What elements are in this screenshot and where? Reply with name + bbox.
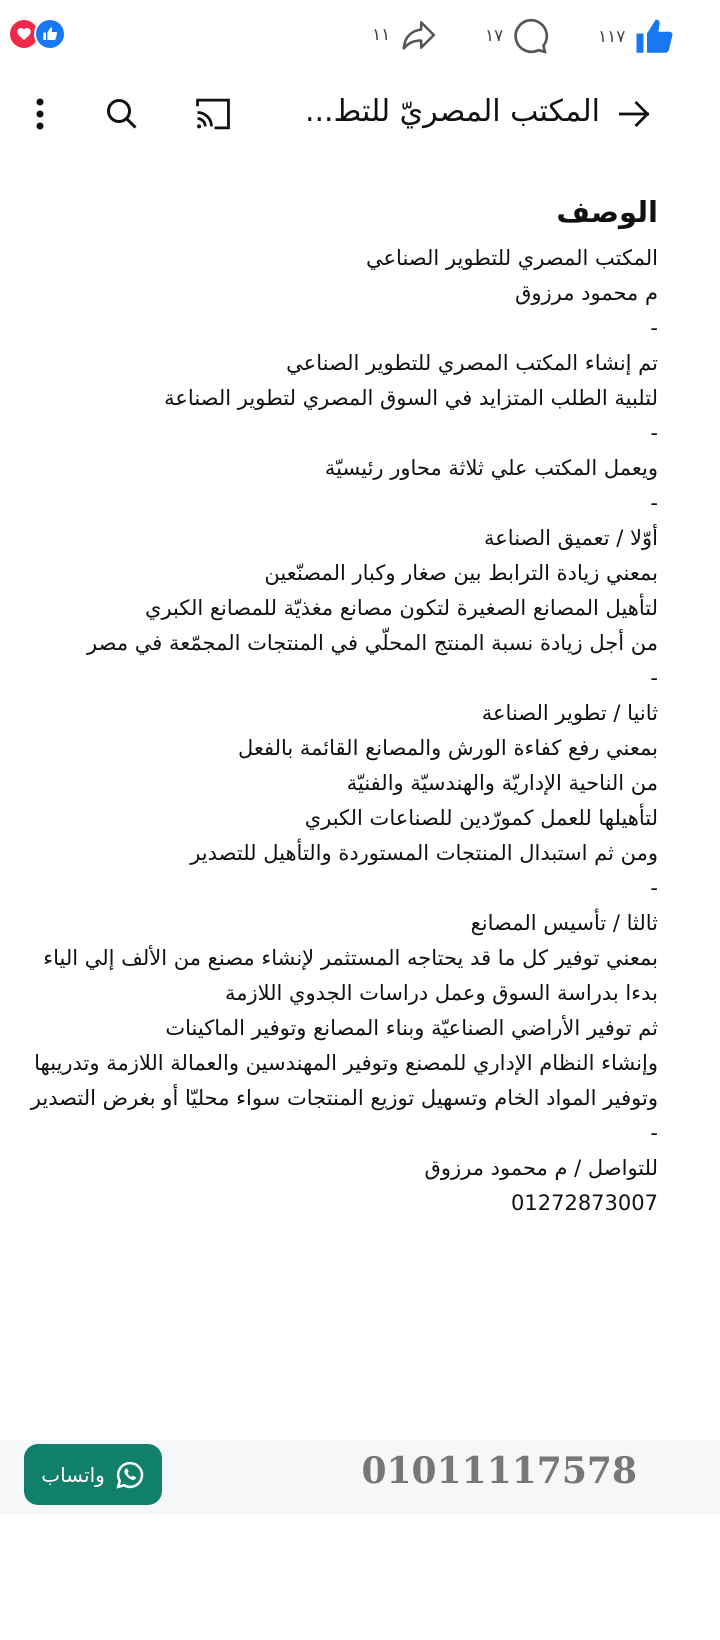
description-line: -: [650, 1121, 658, 1145]
description-line: لتلبية الطلب المتزايد في السوق المصري لتطوير الصناعة: [164, 386, 658, 410]
description-line: من الناحية الإداريّة والهندسيّة والفنيّة: [346, 771, 658, 795]
description-line: وتوفير المواد الخام وتسهيل توزيع المنتجات سواء محليّا أو بغرض التصدير: [30, 1086, 658, 1110]
page-title: المكتب المصريّ للتط...: [304, 94, 600, 129]
description-heading: الوصف: [556, 195, 658, 229]
reaction-bar: [0, 0, 720, 70]
description-line: -: [650, 491, 658, 515]
description-line: ثانيا / تطوير الصناعة: [481, 701, 658, 725]
back-arrow-icon[interactable]: [614, 94, 654, 134]
top-nav: [0, 80, 720, 150]
description-line: للتواصل / م محمود مرزوق: [424, 1156, 658, 1180]
description-line: ثم توفير الأراضي الصناعيّة وبناء المصانع وتوفير الماكينات: [165, 1016, 658, 1040]
description-line: بمعني زيادة الترابط بين صغار وكبار المصنّعين: [264, 561, 658, 585]
description-line: تم إنشاء المكتب المصري للتطوير الصناعي: [286, 351, 658, 375]
contact-bar: [0, 1440, 720, 1515]
phone-number[interactable]: 01011117578: [361, 1450, 637, 1492]
description-line: 01272873007: [511, 1191, 658, 1215]
description-line: -: [650, 316, 658, 340]
description-line: أوّلا / تعميق الصناعة: [484, 526, 658, 550]
like-icon: [633, 16, 675, 58]
description-line: ومن ثم استبدال المنتجات المستوردة والتأهيل للتصدير: [190, 841, 658, 865]
description-line: -: [650, 421, 658, 445]
description-line: بمعني توفير كل ما قد يحتاجه المستثمر لإنشاء مصنع من الألف إلي الياء: [43, 946, 658, 970]
description-line: بدءا بدراسة السوق وعمل دراسات الجدوي اللازمة: [224, 981, 658, 1005]
whatsapp-label: واتساب: [41, 1462, 105, 1487]
description-section: [28, 195, 658, 1221]
share-count: ١١: [372, 25, 391, 45]
more-icon[interactable]: [20, 94, 60, 134]
description-line: م محمود مرزوق: [515, 281, 658, 305]
description-line: -: [650, 876, 658, 900]
description-line: -: [650, 666, 658, 690]
description-line: بمعني رفع كفاءة الورش والمصانع القائمة بالفعل: [237, 736, 658, 760]
share-icon: [398, 16, 438, 54]
description-body: [28, 241, 658, 1221]
whatsapp-icon: [115, 1460, 145, 1490]
description-line: ويعمل المكتب علي ثلاثة محاور رئيسيّة: [324, 456, 658, 480]
like-reaction-icon: [34, 18, 66, 50]
search-icon[interactable]: [102, 94, 142, 134]
description-line: وإنشاء النظام الإداري للمصنع وتوفير المهندسين والعمالة اللازمة وتدريبها: [34, 1051, 658, 1075]
comment-count: ١٧: [485, 26, 504, 46]
comment-icon: [511, 16, 551, 56]
description-line: لتأهيلها للعمل كمورّدين للصناعات الكبري: [304, 806, 658, 830]
like-count: ١١٧: [598, 27, 626, 47]
description-line: لتأهيل المصانع الصغيرة لتكون مصانع مغذيّة للمصانع الكبري: [145, 596, 658, 620]
description-line: المكتب المصري للتطوير الصناعي: [366, 246, 658, 270]
cast-icon[interactable]: [193, 94, 233, 134]
like-button[interactable]: [598, 16, 675, 58]
description-line: من أجل زيادة نسبة المنتج المحلّي في المنتجات المجمّعة في مصر: [87, 631, 658, 655]
description-line: ثالثا / تأسيس المصانع: [470, 911, 658, 935]
comment-button[interactable]: [485, 16, 551, 56]
reaction-summary[interactable]: [8, 18, 66, 50]
whatsapp-button[interactable]: [24, 1444, 162, 1505]
share-button[interactable]: [372, 16, 438, 54]
